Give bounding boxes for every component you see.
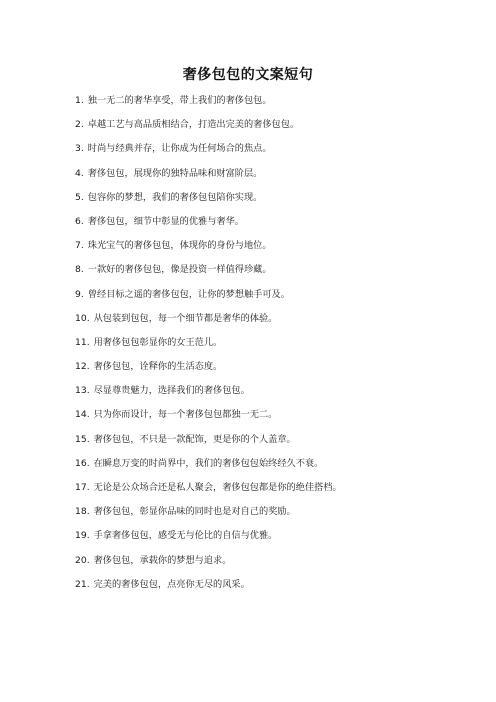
list-item-number: 18. (75, 506, 90, 518)
list-item (75, 432, 342, 456)
list-item-text: 只为你而设计，每一个奢侈包包都独一无二。 (93, 409, 278, 421)
list-item-number: 19. (75, 530, 90, 542)
list-item (75, 311, 342, 335)
list-item (75, 456, 342, 480)
list-item-number: 4. (75, 167, 84, 179)
list-item-number: 5. (75, 191, 84, 203)
list-item-text: 从包装到包包，每一个细节都是奢华的体验。 (93, 312, 278, 324)
list-item (75, 166, 342, 190)
list-item-text: 完美的奢侈包包，点亮你无尽的风采。 (93, 578, 250, 590)
list-item (75, 577, 342, 601)
list-item-text: 奢侈包包，细节中彰显的优雅与奢华。 (87, 215, 244, 227)
list-item-text: 尽显尊贵魅力，选择我们的奢侈包包。 (93, 385, 250, 397)
list-item-text: 奢侈包包，不只是一款配饰，更是你的个人盖章。 (93, 433, 296, 445)
list-item-number: 1. (75, 95, 84, 106)
list-item-text: 奢侈包包，承载你的梦想与追求。 (93, 554, 232, 566)
list-item (75, 553, 342, 577)
list-item-number: 20. (75, 554, 90, 566)
list-item (75, 383, 342, 407)
list-item (75, 359, 342, 383)
list-item-text: 奢侈包包，彰显你品味的同时也是对自己的奖励。 (93, 506, 296, 518)
list-item-number: 2. (75, 119, 84, 131)
slogan-list (75, 93, 342, 601)
list-item-number: 14. (75, 409, 90, 421)
list-item (75, 528, 342, 552)
list-item-number: 11. (75, 336, 90, 348)
list-item-text: 手拿奢侈包包，感受无与伦比的自信与优雅。 (93, 530, 278, 542)
list-item-number: 8. (75, 264, 84, 276)
list-item-number: 6. (75, 215, 84, 227)
list-item (75, 117, 342, 141)
list-item (75, 262, 342, 286)
list-item (75, 480, 342, 504)
list-item (75, 141, 342, 165)
list-item-number: 13. (75, 385, 90, 397)
list-item-text: 用奢侈包包彰显你的女王范儿。 (93, 336, 223, 348)
list-item-text: 奢侈包包，展现你的独特品味和财富阶层。 (87, 167, 263, 179)
list-item-number: 17. (75, 482, 90, 493)
list-item-number: 3. (75, 143, 84, 155)
list-item (75, 190, 342, 214)
list-item (75, 335, 342, 359)
list-item (75, 214, 342, 238)
list-item (75, 407, 342, 431)
list-item-number: 9. (75, 288, 84, 300)
list-item-text: 曾经目标之遥的奢侈包包，让你的梦想触手可及。 (87, 288, 290, 300)
list-item-number: 12. (75, 361, 90, 373)
list-item-text: 珠光宝气的奢侈包包，体现你的身份与地位。 (87, 240, 272, 252)
list-item-text: 卓越工艺与高品质相结合，打造出完美的奢侈包包。 (87, 119, 300, 131)
list-item-number: 21. (75, 578, 90, 590)
list-item-text: 在瞬息万变的时尚界中，我们的奢侈包包始终经久不衰。 (93, 457, 324, 469)
list-item-text: 奢侈包包，诠释你的生活态度。 (93, 361, 223, 373)
list-item-text: 一款好的奢侈包包，像是投资一样值得珍藏。 (87, 264, 272, 276)
list-item-number: 16. (75, 457, 90, 469)
list-item-number: 10. (75, 312, 90, 324)
list-item-text: 包容你的梦想，我们的奢侈包包陪你实现。 (87, 191, 263, 203)
list-item (75, 93, 342, 117)
list-item (75, 238, 342, 262)
list-item-number: 15. (75, 433, 90, 445)
list-item-text: 时尚与经典并存，让你成为任何场合的焦点。 (87, 143, 272, 155)
list-item-text: 无论是公众场合还是私人聚会，奢侈包包都是你的绝佳搭档。 (93, 482, 342, 493)
list-item (75, 287, 342, 311)
document-title: 奢侈包包的文案短句 (182, 67, 314, 83)
list-item (75, 504, 342, 528)
list-item-number: 7. (75, 240, 84, 252)
list-item-text: 独一无二的奢华享受，带上我们的奢侈包包。 (87, 95, 272, 106)
